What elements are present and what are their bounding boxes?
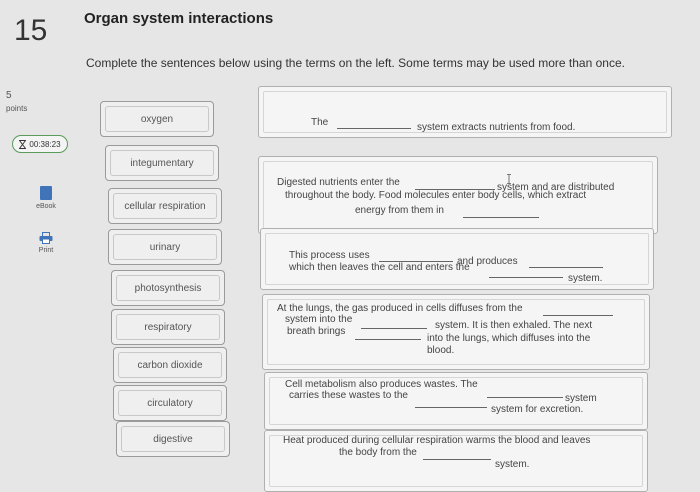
sentence-2 xyxy=(258,156,658,234)
question-number: 15 xyxy=(14,14,48,47)
sentence-4 xyxy=(262,294,650,370)
question-instructions: Complete the sentences below using the terms on the left. Some terms may be used more than once. xyxy=(86,56,625,70)
sentence-3-part-b: and produces xyxy=(457,256,518,267)
term-urinary[interactable]: urinary xyxy=(108,229,222,265)
points-label: points xyxy=(6,104,28,113)
sentence-4-part-d: breath brings xyxy=(287,326,346,337)
term-photosynthesis[interactable]: photosynthesis xyxy=(111,270,225,306)
blank-2-2[interactable] xyxy=(463,217,539,218)
term-carbon-dioxide[interactable]: carbon dioxide xyxy=(113,347,227,383)
sentence-2-part-c: throughout the body. Food molecules enter body cells, which extract xyxy=(285,190,587,201)
sentence-2-part-b: system and are distributed xyxy=(497,182,615,193)
ebook-icon xyxy=(40,186,52,200)
sentence-4-part-f: blood. xyxy=(427,345,455,356)
term-circulatory[interactable]: circulatory xyxy=(113,385,227,421)
print-button[interactable] xyxy=(22,232,70,254)
sentence-3-part-d: system. xyxy=(568,273,603,284)
sentence-4-part-c: system. It is then exhaled. The next xyxy=(435,320,593,331)
sentence-4-part-b: system into the xyxy=(285,314,353,325)
blank-4-3[interactable] xyxy=(355,339,421,340)
sentence-4-part-a: At the lungs, the gas produced in cells diffuses from the xyxy=(277,303,523,314)
question-title: Organ system interactions xyxy=(84,10,274,27)
blank-3-2[interactable] xyxy=(529,267,603,268)
blank-5-2[interactable] xyxy=(415,407,487,408)
term-digestive[interactable]: digestive xyxy=(116,421,230,457)
blank-4-2[interactable] xyxy=(361,328,427,329)
term-oxygen[interactable]: oxygen xyxy=(100,101,214,137)
sentence-1-part-b: system extracts nutrients from food. xyxy=(417,122,576,133)
sentence-1-part-a: The xyxy=(311,117,329,128)
sentence-5 xyxy=(264,372,648,430)
term-integumentary[interactable]: integumentary xyxy=(105,145,219,181)
sentence-3-part-a: This process uses xyxy=(289,250,370,261)
sentence-3 xyxy=(260,228,654,290)
sentence-5-part-c: carries these wastes to the xyxy=(289,390,408,401)
sentence-6-part-b: the body from the xyxy=(339,447,417,458)
blank-1-1[interactable] xyxy=(337,128,411,129)
sentence-6-part-a: Heat produced during cellular respiration warms the blood and leaves xyxy=(283,435,591,446)
term-cellular-respiration[interactable]: cellular respiration xyxy=(108,188,222,224)
blank-5-1[interactable] xyxy=(487,397,563,398)
ebook-button[interactable] xyxy=(22,186,70,210)
sentence-3-part-c: which then leaves the cell and enters the xyxy=(289,262,470,273)
term-respiratory[interactable]: respiratory xyxy=(111,309,225,345)
timer-badge xyxy=(12,135,68,153)
ebook-label: eBook xyxy=(36,203,56,210)
blank-3-3[interactable] xyxy=(489,277,563,278)
hourglass-icon xyxy=(19,140,26,149)
sentence-5-part-b: system xyxy=(565,393,597,404)
timer-value: 00:38:23 xyxy=(29,139,61,149)
sentence-2-part-d: energy from them in xyxy=(355,205,444,216)
points-value: 5 xyxy=(6,90,12,101)
sentence-6 xyxy=(264,430,648,492)
print-label: Print xyxy=(38,247,54,254)
sentence-5-part-d: system for excretion. xyxy=(491,404,584,415)
printer-icon xyxy=(39,232,53,244)
sentence-2-part-a: Digested nutrients enter the xyxy=(277,177,400,188)
blank-4-1[interactable] xyxy=(543,315,613,316)
sentence-6-part-c: system. xyxy=(495,459,530,470)
sentence-1 xyxy=(258,86,672,138)
blank-6-1[interactable] xyxy=(423,459,491,460)
sentence-5-part-a: Cell metabolism also produces wastes. The xyxy=(285,379,478,390)
sentence-4-part-e: into the lungs, which diffuses into the xyxy=(427,333,591,344)
